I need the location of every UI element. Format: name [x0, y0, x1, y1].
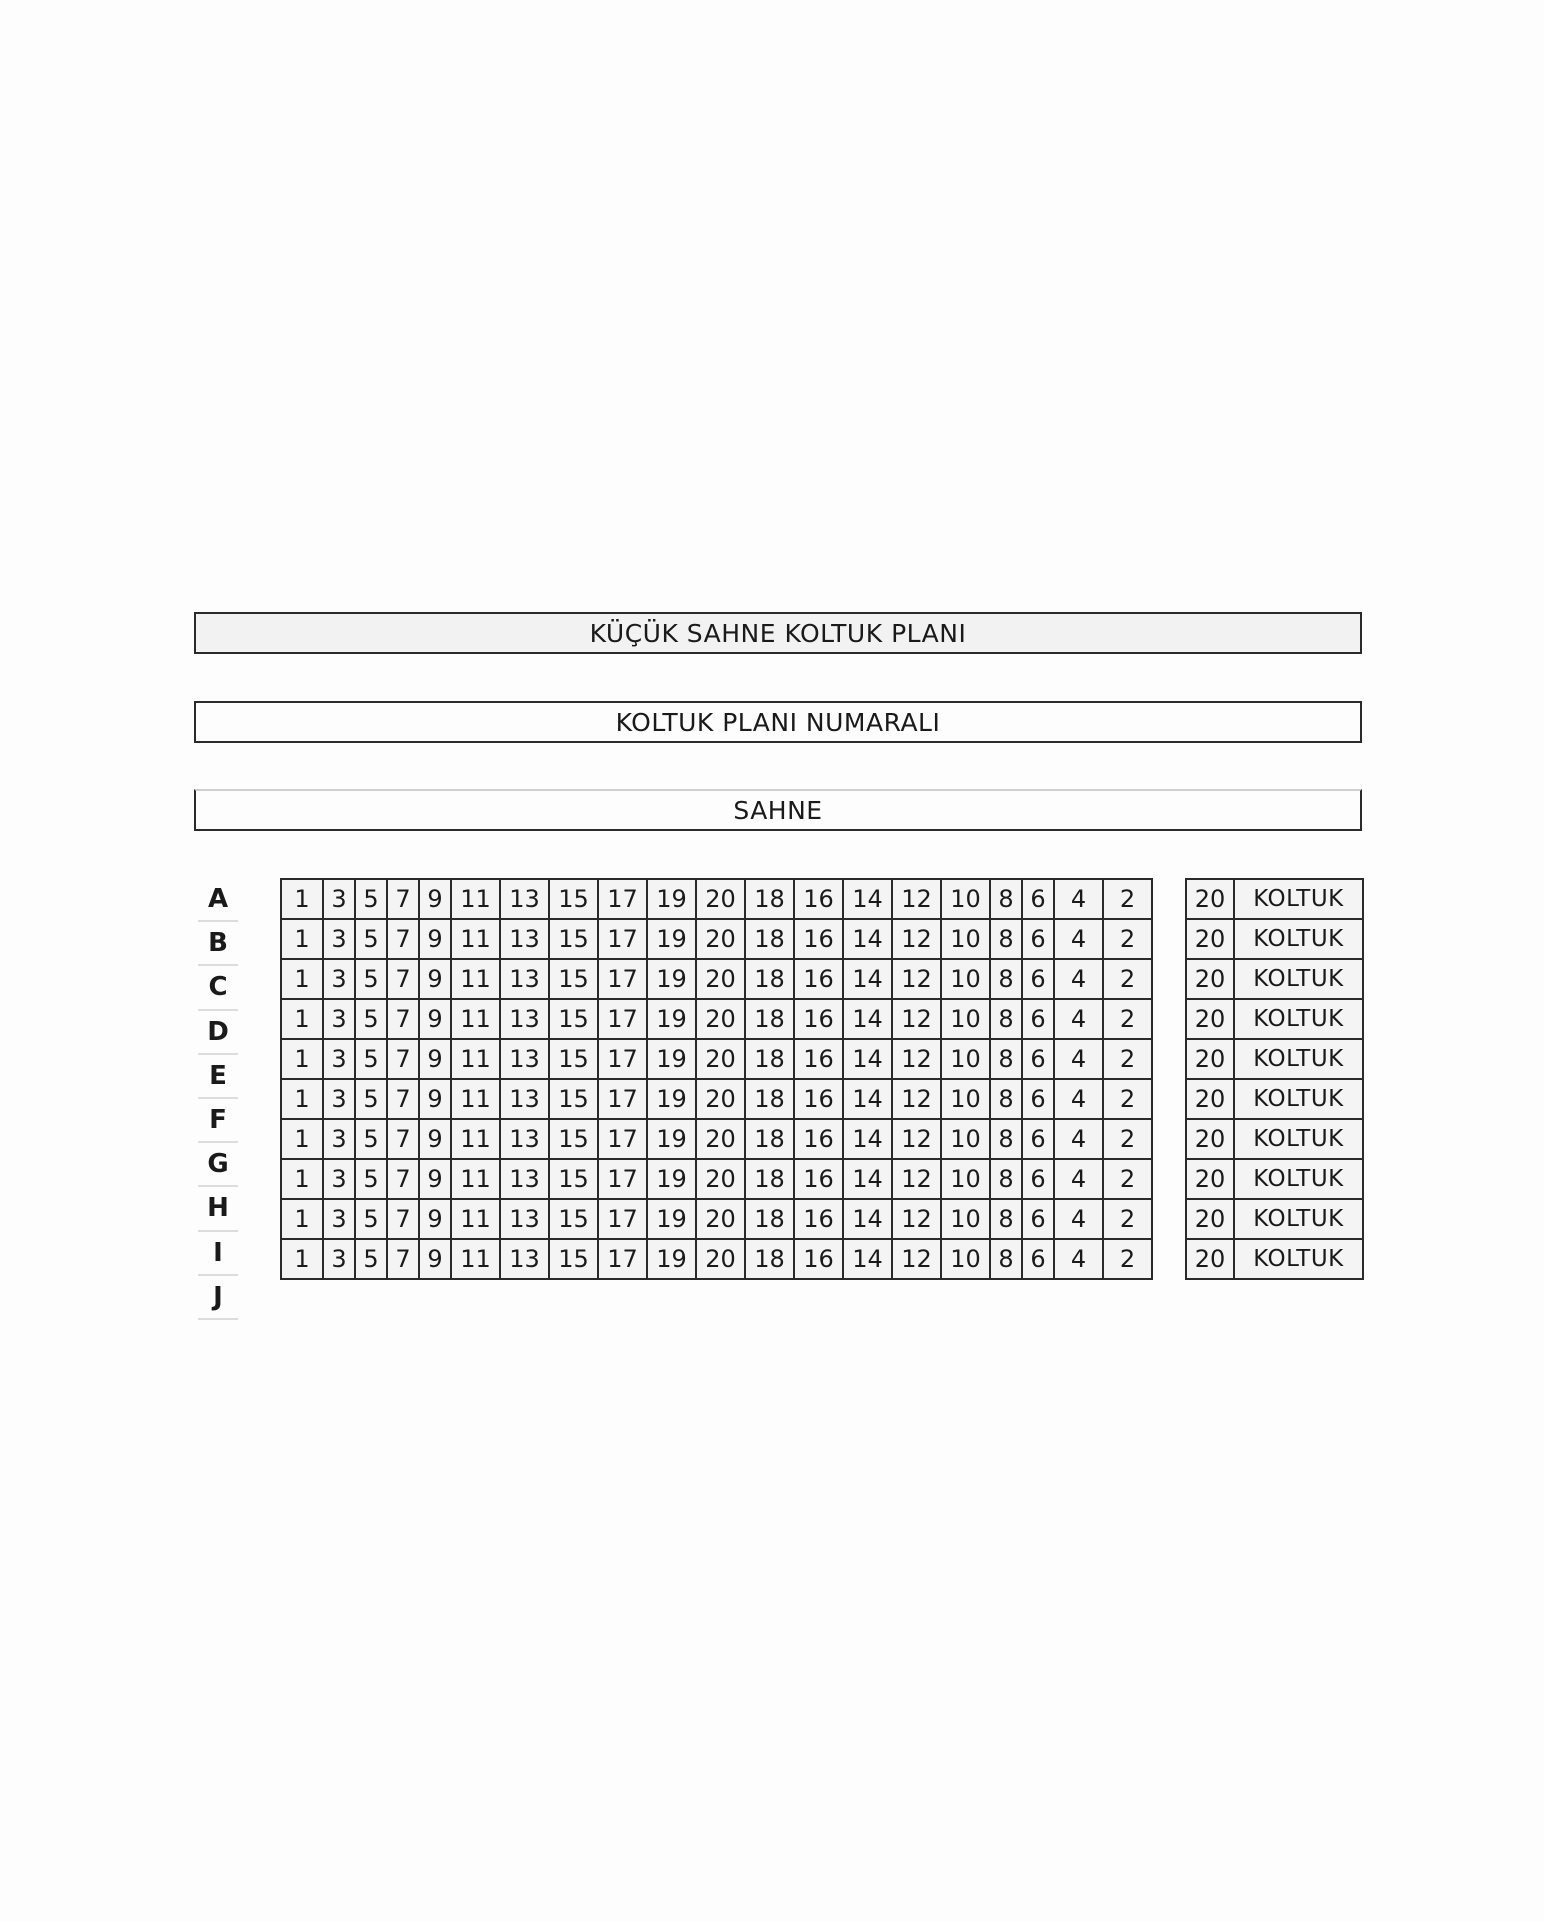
- seat-count-label: KOLTUK: [1234, 959, 1363, 999]
- seat-cell[interactable]: 7: [387, 1039, 419, 1079]
- seat-cell[interactable]: 20: [696, 959, 745, 999]
- seat-cell[interactable]: 17: [598, 1039, 647, 1079]
- row-label: A: [198, 878, 238, 922]
- seat-cell[interactable]: 2: [1103, 1199, 1152, 1239]
- row-label: B: [198, 922, 238, 966]
- seat-cell[interactable]: 8: [990, 959, 1022, 999]
- seat-cell[interactable]: 4: [1054, 999, 1103, 1039]
- seat-cell[interactable]: 18: [745, 999, 794, 1039]
- seat-count: 20: [1186, 919, 1234, 959]
- seat-cell[interactable]: 12: [892, 959, 941, 999]
- seat-cell[interactable]: 5: [355, 1199, 387, 1239]
- seat-cell[interactable]: 9: [419, 1039, 451, 1079]
- seat-cell[interactable]: 18: [745, 1119, 794, 1159]
- seat-cell[interactable]: 15: [549, 999, 598, 1039]
- seat-cell[interactable]: 6: [1022, 1079, 1054, 1119]
- seat-row: [281, 1079, 1152, 1119]
- seat-count: 20: [1186, 1079, 1234, 1119]
- seat-cell[interactable]: 6: [1022, 1039, 1054, 1079]
- seat-count: 20: [1186, 879, 1234, 919]
- seat-count-label: KOLTUK: [1234, 1199, 1363, 1239]
- seat-cell[interactable]: 19: [647, 1159, 696, 1199]
- seat-cell[interactable]: 11: [451, 1039, 500, 1079]
- seat-cell[interactable]: 3: [323, 1039, 355, 1079]
- seat-count-label: KOLTUK: [1234, 1239, 1363, 1279]
- seat-cell[interactable]: 10: [941, 1119, 990, 1159]
- seat-cell[interactable]: 11: [451, 999, 500, 1039]
- seat-cell[interactable]: 2: [1103, 1119, 1152, 1159]
- seat-cell[interactable]: 10: [941, 1039, 990, 1079]
- seat-cell[interactable]: 9: [419, 1079, 451, 1119]
- row-label: C: [198, 966, 238, 1010]
- seat-cell[interactable]: 19: [647, 999, 696, 1039]
- row-label: F: [198, 1099, 238, 1143]
- seat-cell[interactable]: 12: [892, 999, 941, 1039]
- seat-cell[interactable]: 15: [549, 919, 598, 959]
- seat-cell[interactable]: 15: [549, 1199, 598, 1239]
- seat-cell[interactable]: 6: [1022, 999, 1054, 1039]
- seat-cell[interactable]: 8: [990, 1159, 1022, 1199]
- seat-row: [281, 959, 1152, 999]
- seat-cell[interactable]: 4: [1054, 1199, 1103, 1239]
- seat-count-label: KOLTUK: [1234, 1039, 1363, 1079]
- seat-cell[interactable]: 14: [843, 1199, 892, 1239]
- seat-cell[interactable]: 13: [500, 1239, 549, 1279]
- seat-cell[interactable]: 4: [1054, 1039, 1103, 1079]
- seat-cell[interactable]: 18: [745, 879, 794, 919]
- plan-title-text: KÜÇÜK SAHNE KOLTUK PLANI: [589, 618, 967, 648]
- seat-cell[interactable]: 13: [500, 1079, 549, 1119]
- seat-cell[interactable]: 15: [549, 1079, 598, 1119]
- seat-cell[interactable]: 17: [598, 1159, 647, 1199]
- seat-cell[interactable]: 19: [647, 1199, 696, 1239]
- seat-cell[interactable]: 14: [843, 879, 892, 919]
- summary-row: [1186, 879, 1363, 919]
- seat-cell[interactable]: 3: [323, 1239, 355, 1279]
- seat-cell[interactable]: 15: [549, 879, 598, 919]
- summary-row: [1186, 1199, 1363, 1239]
- seat-cell[interactable]: 8: [990, 1079, 1022, 1119]
- seat-cell[interactable]: 11: [451, 1239, 500, 1279]
- seat-count-label: KOLTUK: [1234, 999, 1363, 1039]
- summary-row: [1186, 1079, 1363, 1119]
- seat-cell[interactable]: 5: [355, 1079, 387, 1119]
- seat-cell[interactable]: 20: [696, 1039, 745, 1079]
- seat-cell[interactable]: 10: [941, 879, 990, 919]
- seat-row: [281, 919, 1152, 959]
- seat-cell[interactable]: 6: [1022, 1199, 1054, 1239]
- seat-cell[interactable]: 2: [1103, 959, 1152, 999]
- seat-cell[interactable]: 2: [1103, 1239, 1152, 1279]
- seat-cell[interactable]: 16: [794, 1239, 843, 1279]
- seat-cell[interactable]: 2: [1103, 1159, 1152, 1199]
- seat-cell[interactable]: 15: [549, 1239, 598, 1279]
- seat-count: 20: [1186, 1159, 1234, 1199]
- seat-cell[interactable]: 8: [990, 1239, 1022, 1279]
- seat-cell[interactable]: 3: [323, 1079, 355, 1119]
- seat-cell[interactable]: 3: [323, 1159, 355, 1199]
- seat-cell[interactable]: 7: [387, 1199, 419, 1239]
- seat-cell[interactable]: 13: [500, 1119, 549, 1159]
- seat-cell[interactable]: 20: [696, 1159, 745, 1199]
- seat-cell[interactable]: 4: [1054, 1239, 1103, 1279]
- seat-cell[interactable]: 14: [843, 1039, 892, 1079]
- seat-cell[interactable]: 14: [843, 919, 892, 959]
- seat-cell[interactable]: 3: [323, 1119, 355, 1159]
- seat-cell[interactable]: 20: [696, 999, 745, 1039]
- stage-banner-text: SAHNE: [733, 795, 823, 825]
- seat-cell[interactable]: 5: [355, 999, 387, 1039]
- seat-cell[interactable]: 12: [892, 919, 941, 959]
- row-label: J: [198, 1276, 238, 1320]
- seat-cell[interactable]: 18: [745, 1199, 794, 1239]
- seat-cell[interactable]: 12: [892, 1159, 941, 1199]
- seat-cell[interactable]: 20: [696, 1199, 745, 1239]
- seat-cell[interactable]: 18: [745, 1079, 794, 1119]
- seat-count-label: KOLTUK: [1234, 1119, 1363, 1159]
- seat-cell[interactable]: 11: [451, 1079, 500, 1119]
- seat-cell[interactable]: 19: [647, 919, 696, 959]
- seat-cell[interactable]: 10: [941, 919, 990, 959]
- seat-cell[interactable]: 20: [696, 919, 745, 959]
- seat-cell[interactable]: 8: [990, 1199, 1022, 1239]
- seat-cell[interactable]: 12: [892, 1039, 941, 1079]
- seat-cell[interactable]: 6: [1022, 1239, 1054, 1279]
- seat-cell[interactable]: 16: [794, 1079, 843, 1119]
- seat-cell[interactable]: 11: [451, 959, 500, 999]
- seat-cell[interactable]: 19: [647, 879, 696, 919]
- seat-cell[interactable]: 10: [941, 959, 990, 999]
- seat-cell[interactable]: 5: [355, 1119, 387, 1159]
- seat-cell[interactable]: 9: [419, 1119, 451, 1159]
- seat-cell[interactable]: 6: [1022, 879, 1054, 919]
- seat-cell[interactable]: 3: [323, 919, 355, 959]
- seat-cell[interactable]: 1: [281, 879, 323, 919]
- seat-row: [281, 1159, 1152, 1199]
- seat-cell[interactable]: 18: [745, 1039, 794, 1079]
- seat-cell[interactable]: 16: [794, 959, 843, 999]
- seat-cell[interactable]: 11: [451, 1119, 500, 1159]
- plan-subtitle-text: KOLTUK PLANI NUMARALI: [615, 707, 941, 737]
- seat-cell[interactable]: 16: [794, 1159, 843, 1199]
- seat-count: 20: [1186, 1239, 1234, 1279]
- seat-cell[interactable]: 11: [451, 1159, 500, 1199]
- seat-cell[interactable]: 8: [990, 1119, 1022, 1159]
- seat-cell[interactable]: 14: [843, 959, 892, 999]
- seat-cell[interactable]: 20: [696, 1079, 745, 1119]
- row-label: G: [198, 1143, 238, 1187]
- seat-count: 20: [1186, 999, 1234, 1039]
- seat-cell[interactable]: 9: [419, 959, 451, 999]
- seat-count-label: KOLTUK: [1234, 919, 1363, 959]
- row-summary-grid: [1185, 878, 1364, 1280]
- seat-cell[interactable]: 18: [745, 1239, 794, 1279]
- seat-cell[interactable]: 16: [794, 1039, 843, 1079]
- plan-subtitle: [194, 701, 1362, 743]
- seat-cell[interactable]: 12: [892, 1239, 941, 1279]
- seat-cell[interactable]: 17: [598, 999, 647, 1039]
- seat-cell[interactable]: 1: [281, 999, 323, 1039]
- seat-cell[interactable]: 12: [892, 879, 941, 919]
- seat-count-label: KOLTUK: [1234, 1159, 1363, 1199]
- seat-cell[interactable]: 4: [1054, 879, 1103, 919]
- seat-cell[interactable]: 1: [281, 1079, 323, 1119]
- seat-cell[interactable]: 5: [355, 1039, 387, 1079]
- seat-cell[interactable]: 3: [323, 879, 355, 919]
- seat-cell[interactable]: 1: [281, 1119, 323, 1159]
- seat-row: [281, 879, 1152, 919]
- seat-cell[interactable]: 1: [281, 1159, 323, 1199]
- seat-cell[interactable]: 17: [598, 1239, 647, 1279]
- seat-cell[interactable]: 12: [892, 1199, 941, 1239]
- seat-cell[interactable]: 19: [647, 1039, 696, 1079]
- seat-cell[interactable]: 2: [1103, 879, 1152, 919]
- seat-cell[interactable]: 7: [387, 999, 419, 1039]
- seat-cell[interactable]: 16: [794, 1119, 843, 1159]
- seat-cell[interactable]: 10: [941, 999, 990, 1039]
- seat-cell[interactable]: 12: [892, 1119, 941, 1159]
- seat-row: [281, 999, 1152, 1039]
- seat-count: 20: [1186, 1039, 1234, 1079]
- seat-cell[interactable]: 13: [500, 879, 549, 919]
- seat-cell[interactable]: 15: [549, 1039, 598, 1079]
- seat-cell[interactable]: 7: [387, 959, 419, 999]
- seat-cell[interactable]: 10: [941, 1159, 990, 1199]
- seat-cell[interactable]: 9: [419, 1159, 451, 1199]
- seat-count-label: KOLTUK: [1234, 879, 1363, 919]
- seat-cell[interactable]: 7: [387, 879, 419, 919]
- summary-row: [1186, 1039, 1363, 1079]
- seat-cell[interactable]: 14: [843, 1239, 892, 1279]
- seat-cell[interactable]: 16: [794, 1199, 843, 1239]
- seat-cell[interactable]: 8: [990, 919, 1022, 959]
- seat-cell[interactable]: 12: [892, 1079, 941, 1119]
- seat-cell[interactable]: 7: [387, 1239, 419, 1279]
- seat-cell[interactable]: 13: [500, 1199, 549, 1239]
- seat-cell[interactable]: 13: [500, 999, 549, 1039]
- seat-row: [281, 1199, 1152, 1239]
- seat-cell[interactable]: 13: [500, 919, 549, 959]
- seat-count-label: KOLTUK: [1234, 1079, 1363, 1119]
- seat-cell[interactable]: 6: [1022, 959, 1054, 999]
- seat-cell[interactable]: 2: [1103, 999, 1152, 1039]
- seat-cell[interactable]: 4: [1054, 1119, 1103, 1159]
- seat-cell[interactable]: 17: [598, 1119, 647, 1159]
- seat-cell[interactable]: 6: [1022, 1159, 1054, 1199]
- seat-cell[interactable]: 4: [1054, 1159, 1103, 1199]
- row-label: D: [198, 1011, 238, 1055]
- seat-cell[interactable]: 2: [1103, 919, 1152, 959]
- seat-cell[interactable]: 11: [451, 1199, 500, 1239]
- seat-cell[interactable]: 3: [323, 999, 355, 1039]
- seat-cell[interactable]: 4: [1054, 919, 1103, 959]
- seat-cell[interactable]: 17: [598, 879, 647, 919]
- seat-cell[interactable]: 1: [281, 1199, 323, 1239]
- seat-cell[interactable]: 1: [281, 919, 323, 959]
- seat-cell[interactable]: 17: [598, 1079, 647, 1119]
- plan-title: [194, 612, 1362, 654]
- row-label: I: [198, 1232, 238, 1276]
- seat-cell[interactable]: 14: [843, 999, 892, 1039]
- seat-cell[interactable]: 8: [990, 879, 1022, 919]
- seat-cell[interactable]: 8: [990, 999, 1022, 1039]
- seat-cell[interactable]: 5: [355, 879, 387, 919]
- row-label: H: [198, 1187, 238, 1231]
- row-label: E: [198, 1055, 238, 1099]
- seat-cell[interactable]: 17: [598, 1199, 647, 1239]
- seat-cell[interactable]: 14: [843, 1119, 892, 1159]
- seat-cell[interactable]: 19: [647, 1079, 696, 1119]
- seat-cell[interactable]: 9: [419, 1199, 451, 1239]
- seat-cell[interactable]: 16: [794, 919, 843, 959]
- seat-cell[interactable]: 16: [794, 999, 843, 1039]
- seat-cell[interactable]: 1: [281, 1039, 323, 1079]
- seat-cell[interactable]: 4: [1054, 1079, 1103, 1119]
- seat-cell[interactable]: 3: [323, 959, 355, 999]
- seat-cell[interactable]: 16: [794, 879, 843, 919]
- seat-row: [281, 1239, 1152, 1279]
- seat-cell[interactable]: 3: [323, 1199, 355, 1239]
- seat-cell[interactable]: 1: [281, 1239, 323, 1279]
- summary-row: [1186, 1119, 1363, 1159]
- seat-cell[interactable]: 7: [387, 1079, 419, 1119]
- seat-count: 20: [1186, 1199, 1234, 1239]
- seat-cell[interactable]: 5: [355, 959, 387, 999]
- seat-cell[interactable]: 13: [500, 1159, 549, 1199]
- seat-cell[interactable]: 18: [745, 959, 794, 999]
- seat-cell[interactable]: 14: [843, 1079, 892, 1119]
- seat-cell[interactable]: 19: [647, 959, 696, 999]
- seat-grid: [280, 878, 1153, 1280]
- seat-cell[interactable]: 5: [355, 919, 387, 959]
- seat-cell[interactable]: 10: [941, 1079, 990, 1119]
- seat-cell[interactable]: 7: [387, 919, 419, 959]
- seat-cell[interactable]: 19: [647, 1239, 696, 1279]
- seat-cell[interactable]: 13: [500, 1039, 549, 1079]
- summary-row: [1186, 959, 1363, 999]
- seat-cell[interactable]: 1: [281, 959, 323, 999]
- seat-cell[interactable]: 11: [451, 879, 500, 919]
- seat-cell[interactable]: 6: [1022, 919, 1054, 959]
- seat-cell[interactable]: 7: [387, 1119, 419, 1159]
- seat-cell[interactable]: 7: [387, 1159, 419, 1199]
- seat-cell[interactable]: 2: [1103, 1039, 1152, 1079]
- seat-cell[interactable]: 2: [1103, 1079, 1152, 1119]
- summary-row: [1186, 919, 1363, 959]
- seat-cell[interactable]: 14: [843, 1159, 892, 1199]
- seat-cell[interactable]: 9: [419, 1239, 451, 1279]
- seat-cell[interactable]: 15: [549, 959, 598, 999]
- summary-row: [1186, 1239, 1363, 1279]
- seat-count: 20: [1186, 1119, 1234, 1159]
- seat-cell[interactable]: 8: [990, 1039, 1022, 1079]
- summary-row: [1186, 999, 1363, 1039]
- seat-cell[interactable]: 11: [451, 919, 500, 959]
- seat-cell[interactable]: 13: [500, 959, 549, 999]
- seat-cell[interactable]: 20: [696, 1239, 745, 1279]
- seat-cell[interactable]: 20: [696, 1119, 745, 1159]
- summary-row: [1186, 1159, 1363, 1199]
- seat-cell[interactable]: 6: [1022, 1119, 1054, 1159]
- seat-cell[interactable]: 15: [549, 1159, 598, 1199]
- seat-cell[interactable]: 17: [598, 919, 647, 959]
- seat-cell[interactable]: 18: [745, 1159, 794, 1199]
- seat-cell[interactable]: 17: [598, 959, 647, 999]
- seat-cell[interactable]: 4: [1054, 959, 1103, 999]
- seat-row: [281, 1119, 1152, 1159]
- seat-cell[interactable]: 15: [549, 1119, 598, 1159]
- seat-cell[interactable]: 19: [647, 1119, 696, 1159]
- seat-cell[interactable]: 18: [745, 919, 794, 959]
- stage-banner: [194, 789, 1362, 831]
- row-labels: [198, 878, 238, 1320]
- seat-cell[interactable]: 5: [355, 1239, 387, 1279]
- seat-cell[interactable]: 20: [696, 879, 745, 919]
- seat-row: [281, 1039, 1152, 1079]
- seat-cell[interactable]: 5: [355, 1159, 387, 1199]
- seat-cell[interactable]: 10: [941, 1239, 990, 1279]
- seat-cell[interactable]: 9: [419, 999, 451, 1039]
- seat-cell[interactable]: 9: [419, 879, 451, 919]
- seat-count: 20: [1186, 959, 1234, 999]
- seat-cell[interactable]: 10: [941, 1199, 990, 1239]
- seat-cell[interactable]: 9: [419, 919, 451, 959]
